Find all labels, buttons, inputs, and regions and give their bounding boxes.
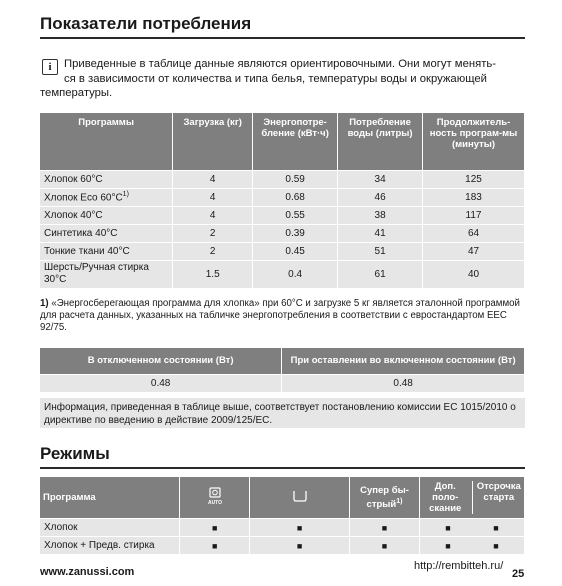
auto-label: AUTO bbox=[207, 500, 222, 505]
cell: Шерсть/Ручная стирка 30°C bbox=[40, 260, 173, 288]
table-row bbox=[40, 224, 525, 242]
cell: 0.48 bbox=[282, 374, 525, 392]
table-row bbox=[40, 537, 525, 555]
modes-table bbox=[40, 477, 525, 554]
note-line-2: ся в зависимости от количества и типа белья, температуры воды и окружающей bbox=[64, 73, 487, 85]
col-header: Продолжитель-ность програм-мы (минуты) bbox=[423, 113, 525, 170]
mark: ■ bbox=[493, 540, 499, 551]
cell: ■ bbox=[180, 537, 250, 555]
cell: 38 bbox=[338, 206, 423, 224]
col-header bbox=[180, 477, 250, 519]
page-title: Показатели потребления bbox=[40, 14, 252, 33]
col-header: Потребление воды (литры) bbox=[338, 113, 423, 170]
cell-text: Хлопок Eco 60°C bbox=[44, 192, 123, 204]
auto-weight-icon bbox=[207, 487, 223, 505]
note-line-1: Приведенные в таблице данные являются ориентировочными. Они могут менять- bbox=[64, 58, 497, 70]
footnote-ref: 1) bbox=[122, 190, 129, 198]
col-header: Программы bbox=[40, 113, 173, 170]
col-header: Программа bbox=[40, 477, 180, 519]
col-header: В отключенном состоянии (Вт) bbox=[40, 348, 282, 374]
cell: ■ bbox=[180, 519, 250, 537]
cell: 0.45 bbox=[253, 242, 338, 260]
col-header bbox=[350, 477, 420, 519]
cell: 0.68 bbox=[253, 188, 338, 206]
regulation-info: Информация, приведенная в таблице выше, соответствует постановлению комиссии EC 1015/2010 о директиве по введению в действие 2009/125/EC. bbox=[40, 398, 525, 428]
table-row bbox=[40, 206, 525, 224]
page-number: 25 bbox=[512, 568, 525, 580]
footer-url[interactable]: http://rembitteh.ru/ bbox=[414, 560, 504, 572]
cell: Хлопок + Предв. стирка bbox=[40, 537, 180, 555]
mark: ■ bbox=[493, 522, 499, 533]
cell: 0.48 bbox=[40, 374, 282, 392]
cell: 34 bbox=[338, 170, 423, 188]
mark: ■ bbox=[445, 522, 451, 533]
cell: 4 bbox=[173, 206, 253, 224]
info-note bbox=[64, 57, 504, 87]
footnote-ref: 1) bbox=[396, 497, 403, 505]
mark: ■ bbox=[445, 540, 451, 551]
table-row bbox=[40, 242, 525, 260]
cell: Тонкие ткани 40°C bbox=[40, 242, 173, 260]
footer-website: www.zanussi.com bbox=[40, 566, 135, 578]
cell: 41 bbox=[338, 224, 423, 242]
cell: 183 bbox=[423, 188, 525, 206]
info-icon: i bbox=[42, 59, 58, 75]
cell bbox=[419, 519, 524, 537]
cell bbox=[40, 188, 173, 206]
consumption-table bbox=[40, 113, 525, 288]
col-header: При оставлении во включенном состоянии (Вт) bbox=[282, 348, 525, 374]
col-header bbox=[419, 477, 524, 519]
table-row bbox=[40, 374, 525, 392]
tub-icon bbox=[292, 489, 308, 503]
table-row bbox=[40, 519, 525, 537]
footnote-mark: 1) bbox=[40, 298, 49, 309]
section-title: Режимы bbox=[40, 444, 110, 463]
col-header: Загрузка (кг) bbox=[173, 113, 253, 170]
title-divider bbox=[40, 37, 525, 39]
cell: Хлопок bbox=[40, 519, 180, 537]
cell: 2 bbox=[173, 242, 253, 260]
cell: ■ bbox=[250, 537, 350, 555]
cell: 51 bbox=[338, 242, 423, 260]
cell: ■ bbox=[350, 519, 420, 537]
col-header: Энергопотре-бление (кВт·ч) bbox=[253, 113, 338, 170]
cell: 4 bbox=[173, 188, 253, 206]
table-row bbox=[40, 260, 525, 288]
cell: 46 bbox=[338, 188, 423, 206]
cell bbox=[419, 537, 524, 555]
super-quick-label: Супер бы-стрый bbox=[360, 484, 409, 511]
cell: 0.59 bbox=[253, 170, 338, 188]
cell: 40 bbox=[423, 260, 525, 288]
cell: 4 bbox=[173, 170, 253, 188]
extra-rinse-label: Доп. поло-скание bbox=[423, 481, 473, 514]
cell: Синтетика 40°C bbox=[40, 224, 173, 242]
cell: ■ bbox=[250, 519, 350, 537]
note-line-3: температуры. bbox=[40, 87, 113, 99]
cell: 61 bbox=[338, 260, 423, 288]
col-header bbox=[250, 477, 350, 519]
cell: 0.55 bbox=[253, 206, 338, 224]
cell: 0.4 bbox=[253, 260, 338, 288]
section-divider bbox=[40, 467, 525, 469]
cell: Хлопок 60°C bbox=[40, 170, 173, 188]
cell: 47 bbox=[423, 242, 525, 260]
cell: 64 bbox=[423, 224, 525, 242]
cell: Хлопок 40°C bbox=[40, 206, 173, 224]
footnote bbox=[40, 298, 525, 334]
cell: 1.5 bbox=[173, 260, 253, 288]
cell: ■ bbox=[350, 537, 420, 555]
cell: 0.39 bbox=[253, 224, 338, 242]
cell: 2 bbox=[173, 224, 253, 242]
cell: 117 bbox=[423, 206, 525, 224]
delay-start-label: Отсрочка старта bbox=[476, 481, 521, 503]
table-row bbox=[40, 170, 525, 188]
power-table bbox=[40, 348, 525, 392]
table-row bbox=[40, 188, 525, 206]
footnote-text: «Энергосберегающая программа для хлопка» при 60°C и загрузке 5 кг является эталонной программой для расчета данных, указанных на табличке энергопотребления в соответствии с евростандартом EEC 92/75. bbox=[40, 298, 520, 333]
cell: 125 bbox=[423, 170, 525, 188]
